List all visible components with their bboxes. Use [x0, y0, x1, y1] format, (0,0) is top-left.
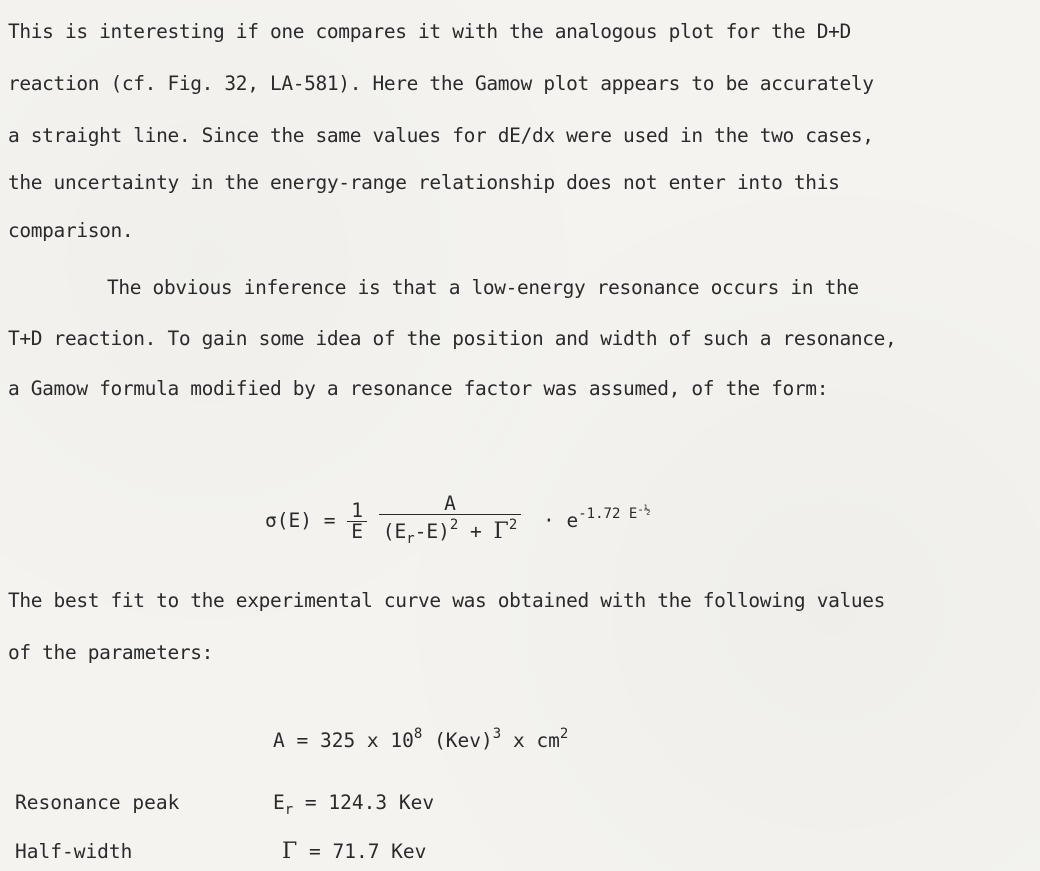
resonance-symbol: E	[273, 791, 285, 814]
param-a-cm: x cm	[501, 729, 560, 752]
param-a-unit: (Kev)	[422, 729, 493, 752]
param-a-unit-sup: 3	[492, 726, 502, 742]
exp-power-sup: -½	[637, 503, 651, 516]
resonance-value: = 124.3 Kev	[293, 791, 435, 814]
param-a-line	[273, 722, 568, 753]
fraction-resonance	[379, 494, 522, 549]
formula-lhs: σ(E) =	[265, 509, 336, 532]
den-plus: +	[470, 520, 482, 543]
fraction-numerator: A	[379, 494, 522, 515]
text-line: of the parameters:	[8, 641, 214, 664]
param-a-eq: A = 325 x 10	[273, 729, 414, 752]
gamma-symbol: Γ	[493, 519, 509, 544]
half-width-label: Half-width	[15, 840, 133, 863]
den-part: (E	[382, 520, 407, 543]
exp-power: -1.72 E	[578, 506, 638, 522]
text-line: The obvious inference is that a low-energy resonance occurs in the	[107, 276, 859, 299]
text-line: reaction (cf. Fig. 32, LA-581). Here the Gamow plot appears to be accurately	[8, 72, 874, 95]
text-line: This is interesting if one compares it with the analogous plot for the D+D	[8, 20, 851, 43]
half-width-val: = 71.7 Kev	[297, 840, 427, 863]
param-a-sup: 8	[413, 726, 423, 742]
half-width-value	[282, 840, 426, 864]
text-line: The best fit to the experimental curve was obtained with the following values	[8, 589, 886, 612]
resonance-peak-label: Resonance peak	[15, 791, 180, 814]
den-superscript: 2	[508, 517, 518, 533]
resonance-formula	[265, 494, 651, 549]
fraction-denominator: E	[351, 520, 363, 543]
fraction-numerator: 1	[347, 501, 367, 522]
formula-mult: ·	[543, 509, 555, 532]
den-subscript: r	[406, 531, 415, 547]
den-part: -E)	[414, 520, 450, 543]
fraction-denominator	[379, 515, 522, 549]
exp-base: e	[566, 509, 579, 532]
text-line: a Gamow formula modified by a resonance factor was assumed, of the form:	[8, 377, 829, 400]
gamma-symbol: Γ	[282, 839, 298, 864]
resonance-peak-value	[273, 791, 434, 822]
param-a-cm-sup: 2	[559, 726, 569, 742]
text-line: T+D reaction. To gain some idea of the position and width of such a resonance,	[8, 327, 897, 350]
text-line: comparison.	[8, 219, 134, 242]
resonance-subscript: r	[284, 802, 294, 818]
den-superscript: 2	[449, 517, 459, 533]
text-line: the uncertainty in the energy-range relationship does not enter into this	[8, 171, 840, 194]
text-line: a straight line. Since the same values for dE/dx were used in the two cases,	[8, 124, 874, 147]
fraction-one-over-e	[347, 501, 367, 542]
